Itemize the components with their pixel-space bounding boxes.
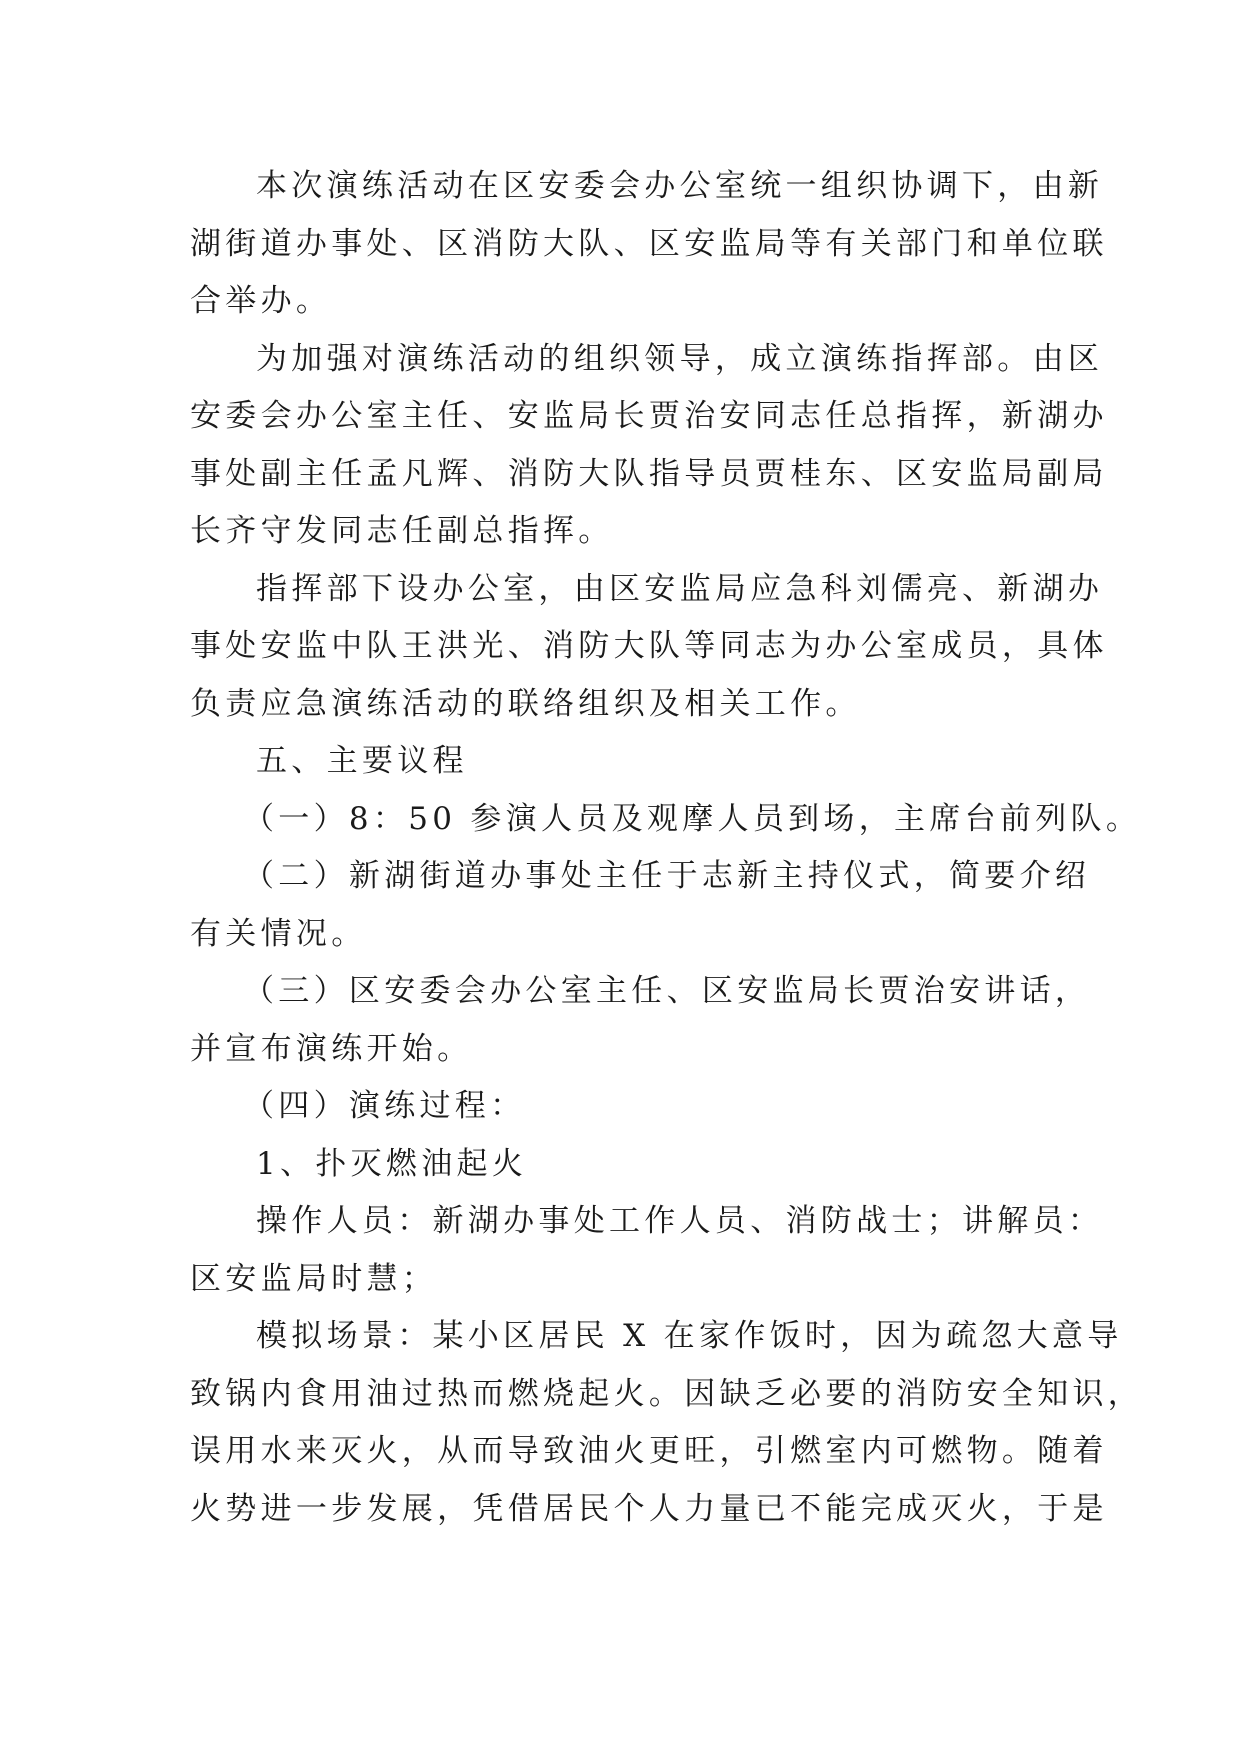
text-line: （一）8：50 参演人员及观摩人员到场，主席台前列队。 [243, 800, 1142, 837]
agenda-item-4 [190, 1078, 1052, 1136]
text-line: 模拟场景：某小区居民 X 在家作饭时，因为疏忽大意导 [256, 1318, 1123, 1354]
text-line: 合举办。 [190, 283, 332, 319]
text-line: 并宣布演练开始。 [190, 1030, 473, 1067]
paragraph-office [190, 561, 1108, 734]
section-heading-agenda [190, 733, 1052, 791]
document-body [190, 158, 1144, 1538]
agenda-item-3 [190, 963, 1091, 1078]
text-line: 区安监局时慧； [190, 1260, 438, 1297]
text-line: 湖街道办事处、区消防大队、区安监局等有关部门和单位联 [190, 225, 1108, 262]
text-line: 本次演练活动在区安委会办公室统一组织协调下，由新 [256, 168, 1104, 204]
paragraph-scenario [190, 1308, 1144, 1538]
paragraph-organization [190, 158, 1108, 331]
section-heading: 五、主要议程 [256, 743, 468, 779]
paragraph-command-center [190, 331, 1108, 561]
text-line: （三）区安委会办公室主任、区安监局长贾治安讲话， [243, 973, 1091, 1009]
subsection-heading: 1、扑灭燃油起火 [256, 1145, 528, 1182]
text-line: （四）演练过程： [243, 1088, 526, 1124]
text-line: 事处安监中队王洪光、消防大队等同志为办公室成员，具体 [190, 628, 1108, 664]
text-line: 致锅内食用油过热而燃烧起火。因缺乏必要的消防安全知识， [190, 1375, 1144, 1412]
text-line: 操作人员：新湖办事处工作人员、消防战士；讲解员： [256, 1203, 1104, 1239]
subsection-heading-fire-drill [190, 1136, 1052, 1194]
text-line: 火势进一步发展，凭借居民个人力量已不能完成灭火，于是 [190, 1490, 1108, 1527]
text-line: 误用水来灭火，从而导致油火更旺，引燃室内可燃物。随着 [190, 1433, 1108, 1469]
text-line: 长齐守发同志任副总指挥。 [190, 513, 614, 549]
text-line: 指挥部下设办公室，由区安监局应急科刘儒亮、新湖办 [256, 570, 1104, 607]
text-line: 负责应急演练活动的联络组织及相关工作。 [190, 685, 861, 722]
text-line: （二）新湖街道办事处主任于志新主持仪式，简要介绍 [243, 858, 1091, 894]
text-line: 事处副主任孟凡辉、消防大队指导员贾桂东、区安监局副局 [190, 455, 1108, 492]
text-line: 有关情况。 [190, 915, 367, 952]
agenda-item-2 [190, 848, 1091, 963]
text-line: 为加强对演练活动的组织领导，成立演练指挥部。由区 [256, 340, 1104, 377]
agenda-item-1 [190, 791, 1142, 849]
text-line: 安委会办公室主任、安监局长贾治安同志任总指挥，新湖办 [190, 398, 1108, 434]
paragraph-operators [190, 1193, 1104, 1308]
